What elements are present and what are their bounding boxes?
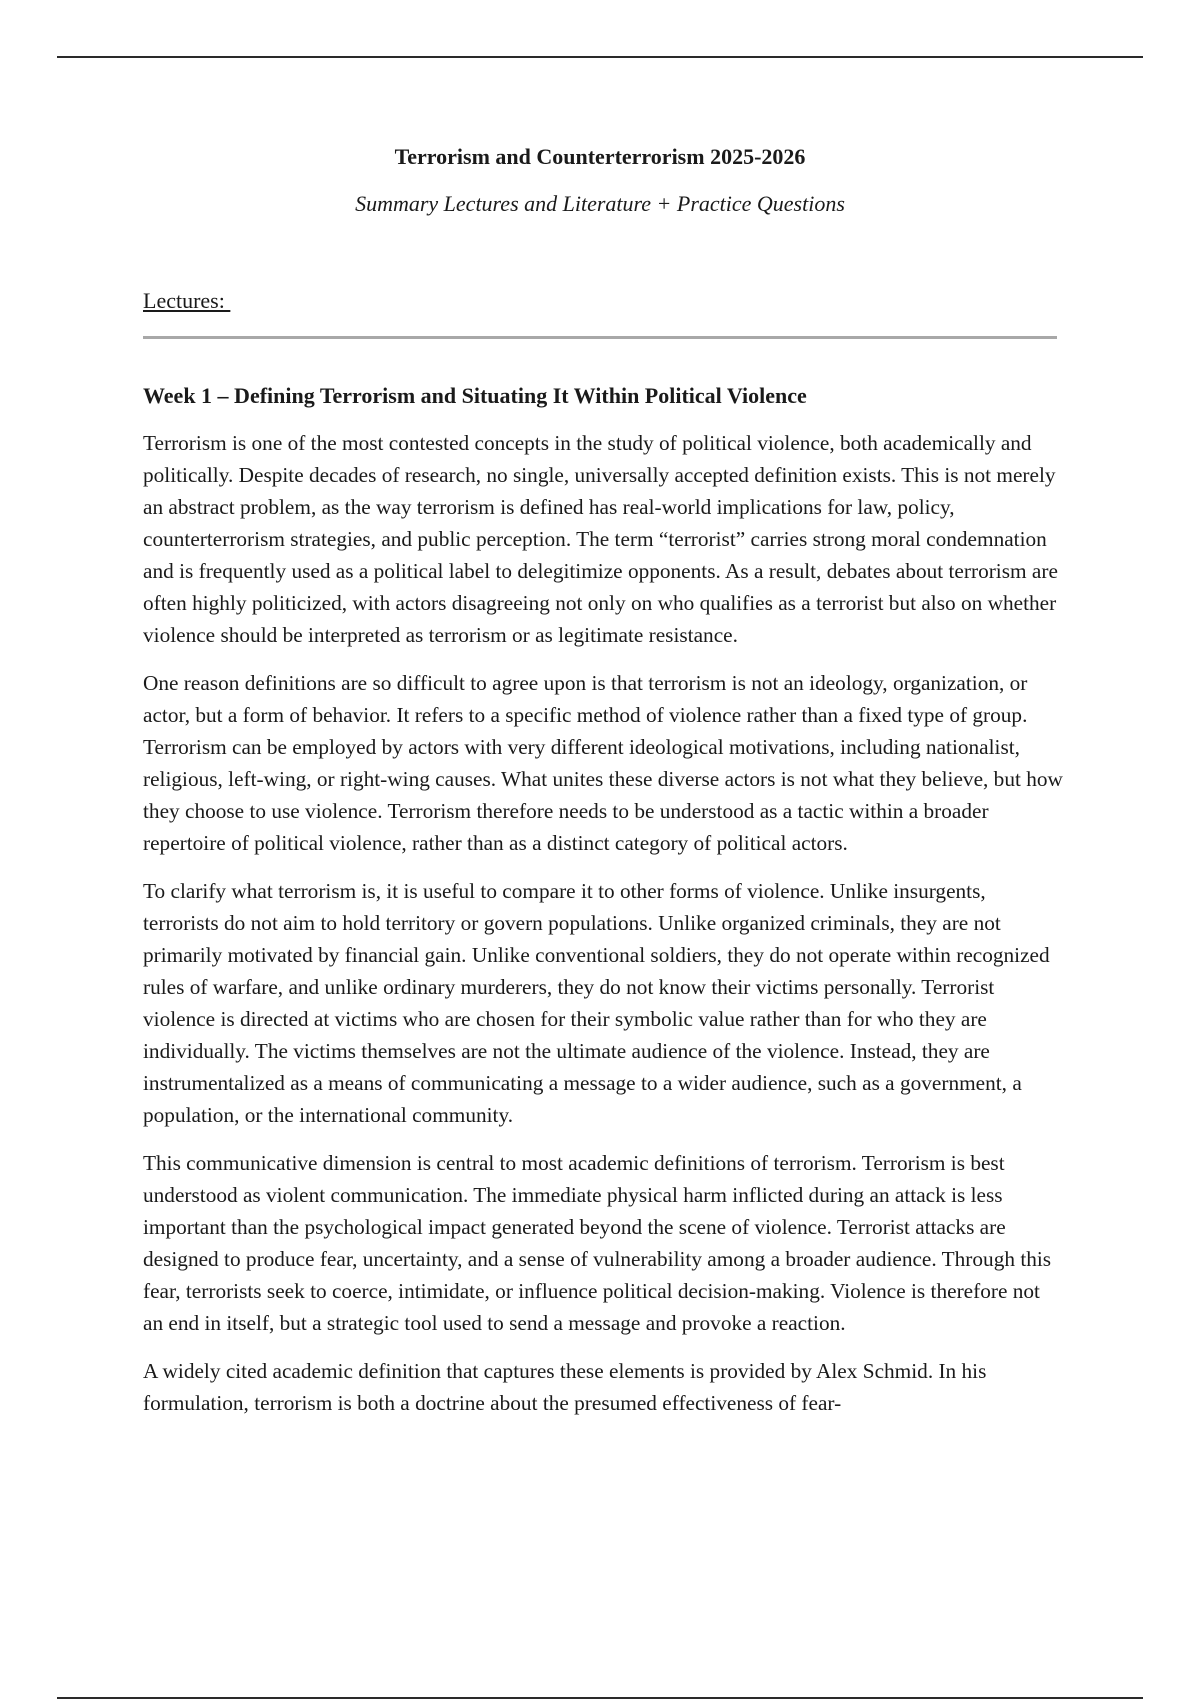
document-body bbox=[143, 381, 1063, 1435]
body-paragraph: Terrorism is one of the most contested concepts in the study of political violence, both academically and politically. Despite decades of research, no single, universally accepted definition exists. This is not merely an abstract problem, as the way terrorism is defined has real-world implications for law, policy, counterterrorism strategies, and public perception. The term “terrorist” carries strong moral condemnation and is frequently used as a political label to delegitimize opponents. As a result, debates about terrorism are often highly politicized, with actors disagreeing not only on who qualifies as a terrorist but also on whether violence should be interpreted as terrorism or as legitimate resistance. bbox=[143, 431, 1058, 647]
body-paragraph: A widely cited academic definition that captures these elements is provided by Alex Schmid. In his formulation, terrorism is both a doctrine about the presumed effectiveness of fear- bbox=[143, 1359, 987, 1415]
page-top-rule bbox=[57, 56, 1143, 58]
week-heading: Week 1 – Defining Terrorism and Situating It Within Political Violence bbox=[143, 383, 807, 408]
document-subtitle: Summary Lectures and Literature + Practice Questions bbox=[355, 191, 845, 216]
section-label-lectures: Lectures: bbox=[143, 288, 231, 313]
body-paragraph: To clarify what terrorism is, it is useful to compare it to other forms of violence. Unlike insurgents, terrorists do not aim to hold territory or govern populations. Unlike organized criminals, they are not primarily motivated by financial gain. Unlike conventional soldiers, they do not operate within recognized rules of warfare, and unlike ordinary murderers, they do not know their victims personally. Terrorist violence is directed at victims who are chosen for their symbolic value rather than for who they are individually. The victims themselves are not the ultimate audience of the violence. Instead, they are instrumentalized as a means of communicating a message to a wider audience, such as a government, a population, or the international community. bbox=[143, 879, 1050, 1127]
page-bottom-rule bbox=[57, 1697, 1143, 1699]
document-title: Terrorism and Counterterrorism 2025-2026 bbox=[394, 144, 806, 169]
section-divider bbox=[143, 336, 1057, 339]
body-paragraph: One reason definitions are so difficult to agree upon is that terrorism is not an ideology, organization, or actor, but a form of behavior. It refers to a specific method of violence rather than a fixed type of group. Terrorism can be employed by actors with very different ideological motivations, including nationalist, religious, left-wing, or right-wing causes. What unites these diverse actors is not what they believe, but how they choose to use violence. Terrorism therefore needs to be understood as a tactic within a broader repertoire of political violence, rather than as a distinct category of political actors. bbox=[143, 671, 1063, 855]
body-paragraph: This communicative dimension is central to most academic definitions of terrorism. Terrorism is best understood as violent communication. The immediate physical harm inflicted during an attack is less important than the psychological impact generated beyond the scene of violence. Terrorist attacks are designed to produce fear, uncertainty, and a sense of vulnerability among a broader audience. Through this fear, terrorists seek to coerce, intimidate, or influence political decision-making. Violence is therefore not an end in itself, but a strategic tool used to send a message and provoke a reaction. bbox=[143, 1151, 1052, 1335]
